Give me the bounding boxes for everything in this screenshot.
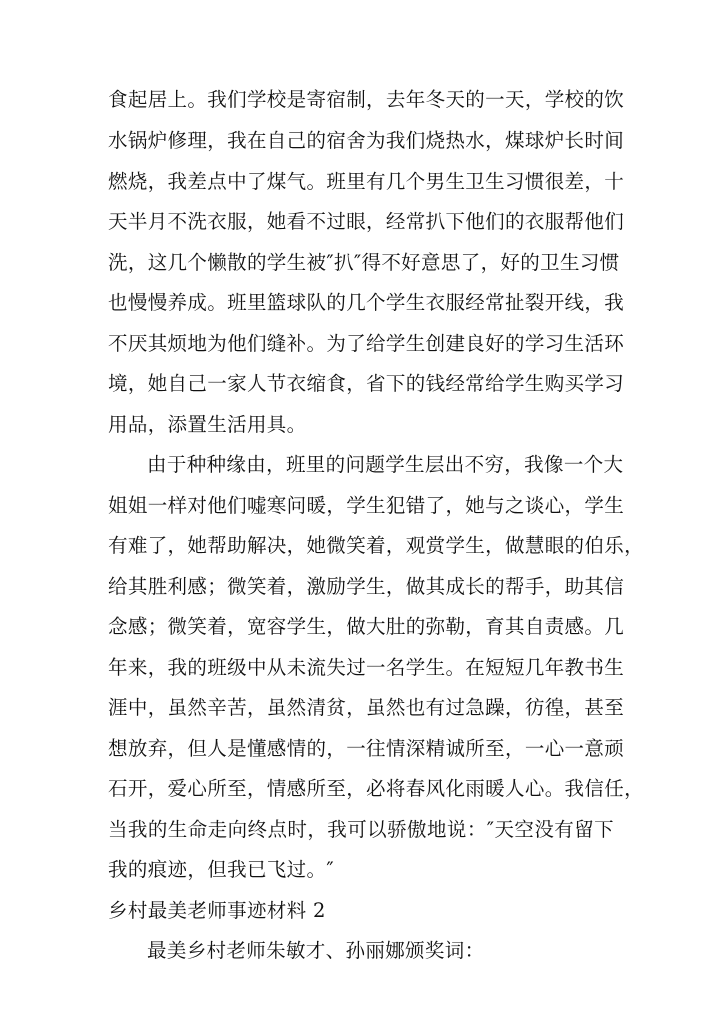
text-line: 石开，爱心所至，情感所至，必将春风化雨暖人心。我信任， bbox=[108, 777, 644, 800]
text-line: 当我的生命走向终点时，我可以骄傲地说：″天空没有留下 bbox=[108, 818, 614, 841]
text-line: 境，她自己一家人节衣缩食，省下的钱经常给学生购买学习 bbox=[108, 372, 625, 395]
text-line: 年来，我的班级中从未流失过一名学生。在短短几年教书生 bbox=[108, 656, 625, 679]
text-line: 由于种种缘由，班里的问题学生层出不穷，我像一个大 bbox=[147, 453, 624, 476]
text-line: 洗，这几个懒散的学生被″扒″得不好意思了，好的卫生习惯 bbox=[108, 251, 620, 274]
text-line: 水锅炉修理，我在自己的宿舍为我们烧热水，煤球炉长时间 bbox=[108, 129, 625, 152]
text-line: 用品，添置生活用具。 bbox=[108, 413, 307, 436]
text-line: 念感；微笑着，宽容学生，做大肚的弥勒，育其自责感。几 bbox=[108, 615, 625, 638]
text-line: 食起居上。我们学校是寄宿制，去年冬天的一天，学校的饮 bbox=[108, 88, 625, 111]
text-line: 天半月不洗衣服，她看不过眼，经常扒下他们的衣服帮他们 bbox=[108, 210, 625, 233]
section-title: 乡村最美老师事迹材料 2 bbox=[108, 899, 326, 922]
text-line: 想放弃，但人是懂感情的，一往情深精诚所至，一心一意顽 bbox=[108, 737, 625, 760]
text-line: 我的痕迹，但我已飞过。″ bbox=[108, 858, 334, 881]
text-line: 给其胜利感；微笑着，激励学生，做其成长的帮手，助其信 bbox=[108, 575, 625, 598]
text-line: 有难了，她帮助解决，她微笑着，观赏学生，做慧眼的伯乐， bbox=[108, 534, 644, 557]
text-line: 姐姐一样对他们嘘寒问暖，学生犯错了，她与之谈心，学生 bbox=[108, 494, 625, 517]
section-subtitle: 最美乡村老师朱敏才、孙丽娜颁奖词： bbox=[147, 939, 485, 962]
text-line: 也慢慢养成。班里篮球队的几个学生衣服经常扯裂开线，我 bbox=[108, 291, 625, 314]
text-line: 燃烧，我差点中了煤气。班里有几个男生卫生习惯很差，十 bbox=[108, 170, 625, 193]
text-line: 不厌其烦地为他们缝补。为了给学生创建良好的学习生活环 bbox=[108, 332, 625, 355]
text-line: 涯中，虽然辛苦，虽然清贫，虽然也有过急躁，彷徨，甚至 bbox=[108, 696, 625, 719]
